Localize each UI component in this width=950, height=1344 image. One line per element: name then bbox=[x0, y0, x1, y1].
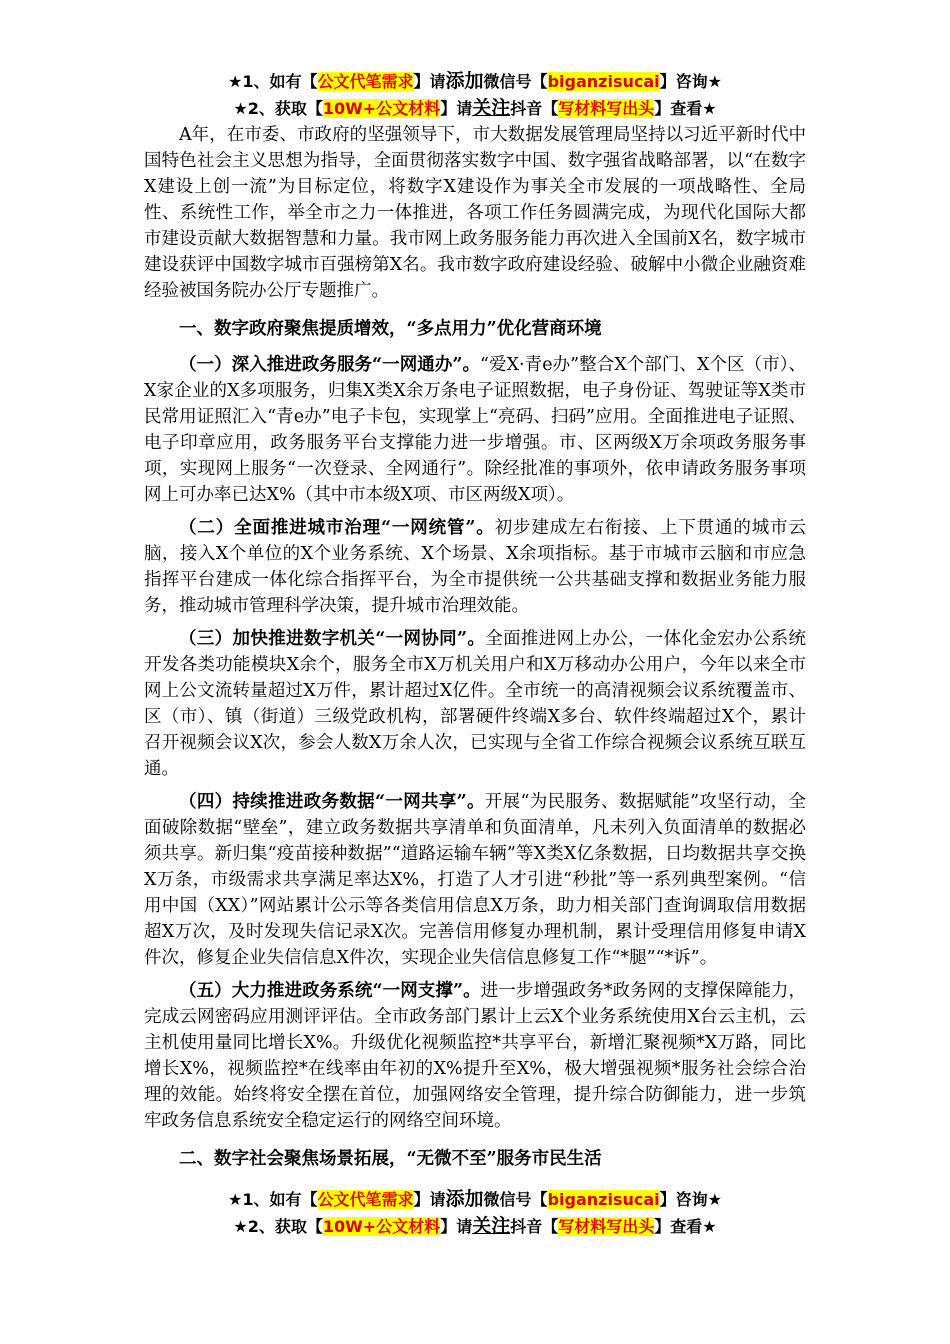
promo-banner-top bbox=[144, 68, 806, 122]
promo-line-2: ★2、获取【10W+公文材料】请关注抖音【写材料写出头】查看★ bbox=[233, 1215, 717, 1237]
promo-banner-bottom bbox=[144, 1186, 806, 1240]
wechat-id: biganzisucai bbox=[547, 1190, 660, 1209]
promo-line-1: ★1、如有【公文代笔需求】请添加微信号【biganzisucai】咨询★ bbox=[228, 1188, 722, 1210]
section1-item-1: （一）深入推进政务服务“一网通办”。“爱X·青e办”整合X个部门、X个区（市）、X家企业的X多项服务，归集X类X余万条电子证照数据，电子身份证、驾驶证等X类市民常用证照汇入“青e办”电子卡包，实现掌上“亮码、扫码”应用。全面推进电子证照、电子印章应用，政务服务平台支撑能力进一步增强。市、区两级X万余项政务服务事项，实现网上服务“一次登录、全网通行”。除经批准的事项外，依申请政务服务事项网上可办率已达X%（其中市本级X项、市区两级X项）。 bbox=[144, 355, 806, 505]
intro-paragraph: A年，在市委、市政府的坚强领导下，市大数据发展管理局坚持以习近平新时代中国特色社会主义思想为指导，全面贯彻落实数字中国、数字强省战略部署，以“在数字X建设上创一流”为目标定位，将数字X建设作为事关全市发展的一项战略性、全局性、系统性工作，举全市之力一体推进，各项工作任务圆满完成，为现代化国际大都市建设贡献大数据智慧和力量。我市网上政务服务能力再次进入全国前X名，数字城市建设获评中国数字城市百强榜第X名。我市数字政府建设经验、破解中小微企业融资难经验被国务院办公厅专题推广。 bbox=[144, 125, 806, 301]
douyin-account: 写材料写出头 bbox=[558, 1217, 655, 1236]
section1-item-5: （五）大力推进政务系统“一网支撑”。进一步增强政务*政务网的支撑保障能力，完成云网密码应用测评评估。全市政务部门累计上云X个业务系统使用X台云主机，云主机使用量同比增长X%。升级优化视频监控*共享平台，新增汇聚视频*X万路，同比增长X%，视频监控*在线率由年初的X%提升至X%，极大增强视频*服务社会综合治理的效能。始终将安全摆在首位，加强网络安全管理，提升综合防御能力，进一步筑牢政务信息系统安全稳定运行的网络空间环境。 bbox=[144, 981, 806, 1131]
promo-highlight: 10W+公文材料 bbox=[322, 1217, 441, 1236]
promo-highlight: 10W+公文材料 bbox=[322, 99, 441, 118]
douyin-account: 写材料写出头 bbox=[558, 99, 655, 118]
section1-item-4: （四）持续推进政务数据“一网共享”。开展“为民服务、数据赋能”攻坚行动，全面破除数据“壁垒”，建立政务数据共享清单和负面清单，凡未列入负面清单的数据必须共享。新归集“疫苗接种数据”“道路运输车辆”等X类X亿条数据，日均数据共享交换X万条，市级需求共享满足率达X%，打造了人才引进“秒批”等一系列典型案例。“信用中国（XX）”网站累计公示等各类信用信息X万条，助力相关部门查询调取信用数据超X万次，及时发现失信记录X次。完善信用修复办理机制，累计受理信用修复申请X件次，修复企业失信信息X件次，实现企业失信信息修复工作“*腿”“*诉”。 bbox=[144, 792, 806, 968]
promo-line-1: ★1、如有【公文代笔需求】请添加微信号【biganzisucai】咨询★ bbox=[228, 70, 722, 92]
section-heading-1: 一、数字政府聚焦提质增效，“多点用力”优化营商环境 bbox=[179, 319, 602, 339]
promo-highlight: 公文代笔需求 bbox=[317, 1190, 414, 1209]
promo-line-2: ★2、获取【10W+公文材料】请关注抖音【写材料写出头】查看★ bbox=[233, 97, 717, 119]
section-heading-2: 二、数字社会聚焦场景拓展，“无微不至”服务市民生活 bbox=[179, 1149, 602, 1169]
section1-item-3: （三）加快推进数字机关“一网协同”。全面推进网上办公，一体化金宏办公系统开发各类功能模块X余个，服务全市X万机关用户和X万移动办公用户，今年以来全市网上公文流转量超过X万件，累计超过X亿件。全市统一的高清视频会议系统覆盖市、区（市）、镇（街道）三级党政机构，部署硬件终端X多台、软件终端超过X个，累计召开视频会议X次，参会人数X万余人次，已实现与全省工作综合视频会议系统互联互通。 bbox=[144, 629, 806, 779]
document-body bbox=[144, 68, 806, 1240]
section1-item-2: （二）全面推进城市治理“一网统管”。初步建成左右衔接、上下贯通的城市云脑，接入X个单位的X个业务系统、X个场景、X余项指标。基于市城市云脑和市应急指挥平台建成一体化综合指挥平台，为全市提供统一公共基础支撑和数据业务能力服务，推动城市管理科学决策，提升城市治理效能。 bbox=[144, 518, 807, 616]
wechat-id: biganzisucai bbox=[547, 72, 660, 91]
promo-highlight: 公文代笔需求 bbox=[317, 72, 414, 91]
